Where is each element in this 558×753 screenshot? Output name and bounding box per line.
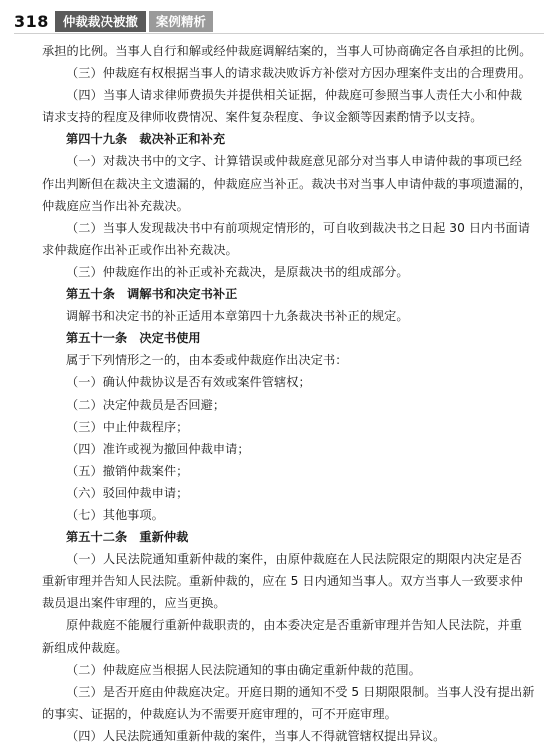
- paragraph-line: （三）仲裁庭有权根据当事人的请求裁决败诉方补偿对方因办理案件支出的合理费用。: [66, 66, 532, 81]
- paragraph-line: （四）当事人请求律师费损失并提供相关证据，仲裁庭可参照当事人责任大小和仲裁: [66, 88, 522, 103]
- paragraph-line: 重新审理并告知人民法院。重新仲裁的，应在 5 日内通知当事人。双方当事人一致要求仲: [42, 574, 523, 589]
- paragraph-line: （五）撤销仲裁案件；: [66, 463, 189, 478]
- paragraph-line: （二）决定仲裁员是否回避；: [66, 397, 226, 412]
- paragraph-line: （三）仲裁庭作出的补正或补充裁决，是原裁决书的组成部分。: [66, 264, 409, 279]
- paragraph-line: （二）当事人发现裁决书中有前项规定情形的，可自收到裁决书之日起 30 日内书面请: [66, 220, 531, 235]
- paragraph-line: 属于下列情形之一的，由本委或仲裁庭作出决定书：: [66, 353, 348, 368]
- page-header: [14, 10, 213, 32]
- article-heading: 第五十条 调解书和决定书补正: [66, 287, 238, 302]
- paragraph-line: （一）确认仲裁协议是否有效或案件管辖权；: [66, 375, 311, 390]
- paragraph-line: 求仲裁庭作出补正或作出补充裁决。: [42, 242, 238, 257]
- header-divider: [14, 33, 544, 34]
- paragraph-line: （三）是否开庭由仲裁庭决定。开庭日期的通知不受 5 日期限限制。当事人没有提出新: [66, 684, 535, 699]
- paragraph-line: （六）驳回仲裁申请；: [66, 485, 189, 500]
- paragraph-line: 原仲裁庭不能履行重新仲裁职责的，由本委决定是否重新审理并告知人民法院，并重: [66, 618, 522, 633]
- paragraph-line: （二）仲裁庭应当根据人民法院通知的事由确定重新仲裁的范围。: [66, 662, 421, 677]
- paragraph-line: （三）中止仲裁程序；: [66, 419, 189, 434]
- paragraph-line: 的事实、证据的，仲裁庭认为不需要开庭审理的，可不开庭审理。: [42, 706, 397, 721]
- paragraph-line: 承担的比例。当事人自行和解或经仲裁庭调解结案的，当事人可协商确定各自承担的比例。: [42, 44, 532, 58]
- article-heading: 第四十九条 裁决补正和补充: [66, 132, 226, 147]
- article-heading: 第五十二条 重新仲裁: [66, 530, 189, 545]
- paragraph-line: 调解书和决定书的补正适用本章第四十九条裁决书补正的规定。: [66, 309, 409, 324]
- paragraph-line: （一）人民法院通知重新仲裁的案件，由原仲裁庭在人民法院限定的期限内决定是否: [66, 552, 522, 567]
- page-number: 318: [14, 11, 49, 31]
- paragraph-line: （七）其他事项。: [66, 507, 164, 522]
- paragraph-line: （四）准许或视为撤回仲裁申请；: [66, 441, 250, 456]
- section-label: 案例精析: [149, 11, 213, 32]
- paragraph-line: （一）对裁决书中的文字、计算错误或仲裁庭意见部分对当事人申请仲裁的事项已经: [66, 154, 522, 169]
- paragraph-line: 新组成仲裁庭。: [42, 640, 128, 655]
- paragraph-line: 仲裁庭应当作出补充裁决。: [42, 198, 189, 213]
- paragraph-line: （四）人民法院通知重新仲裁的案件，当事人不得就管辖权提出异议。: [66, 728, 446, 743]
- paragraph-line: 裁员退出案件审理的，应当更换。: [42, 596, 226, 611]
- document-body: [42, 40, 535, 747]
- paragraph-line: 作出判断但在裁决主文遗漏的，仲裁庭应当补正。裁决书对当事人申请仲裁的事项遗漏的，: [42, 176, 532, 191]
- book-title: 仲裁裁决被撤: [55, 11, 146, 32]
- article-heading: 第五十一条 决定书使用: [66, 331, 201, 346]
- paragraph-line: 请求支持的程度及律师收费情况、案件复杂程度、争议金额等因素酌情予以支持。: [42, 110, 483, 125]
